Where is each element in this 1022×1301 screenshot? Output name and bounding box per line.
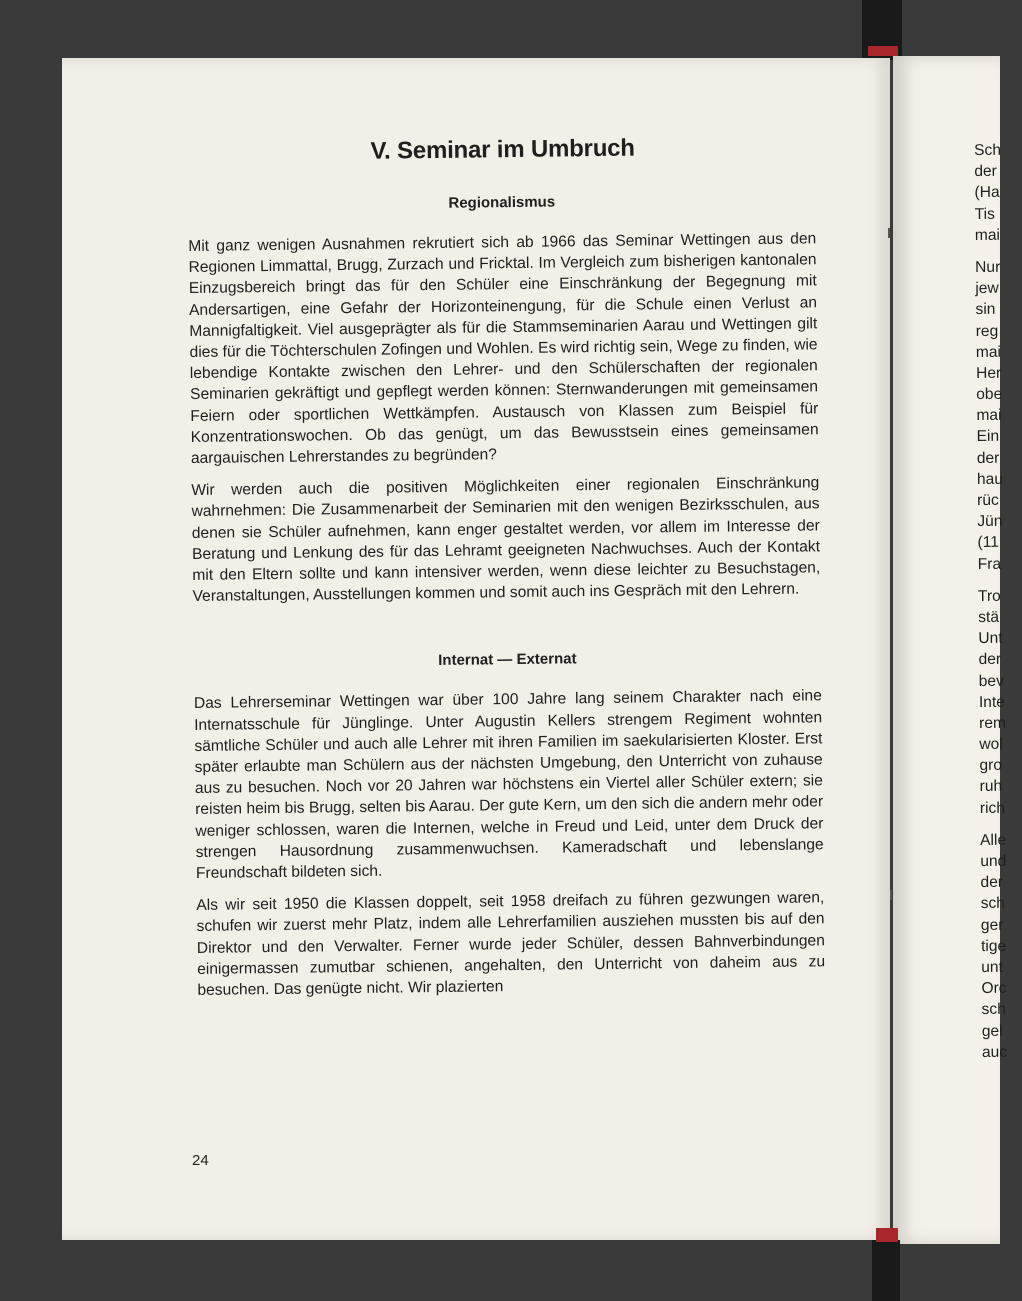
right-page-line-fragment: sch xyxy=(980,895,1006,913)
section-heading-internat-externat: Internat — Externat xyxy=(438,650,577,670)
right-page-line-fragment: sch xyxy=(981,1001,1006,1019)
right-page-line-fragment: reg xyxy=(975,322,999,340)
margin-mark xyxy=(890,890,892,900)
right-page-line-fragment: rich xyxy=(979,799,1006,817)
right-page-line-fragment: Unt xyxy=(978,629,1003,648)
right-page-line-fragment: obe xyxy=(976,385,1003,404)
right-page-line-fragment: unt xyxy=(981,958,1003,976)
margin-mark xyxy=(888,228,890,238)
right-page-line-fragment: der xyxy=(976,449,1000,467)
right-page-line-fragment: (Ha xyxy=(974,184,1000,202)
chapter-title: V. Seminar im Umbruch xyxy=(370,134,635,165)
paragraph: Als wir seit 1950 die Klassen doppelt, seit 1958 dreifach zu führen gezwungen waren, schufen wir zuerst mehr Platz, indem alle Lehrerfamilien ausziehen mussten bis auf den Direktor und den Verwalter. Ferner wurde jeder Schüler, dessen Bahnverbindungen einigermassen zumutbar schienen, angehalten, den Unterricht von daheim aus zu besuchen. Das genügte nicht. Wir plazierten xyxy=(196,889,826,1000)
right-page-line-fragment: der xyxy=(974,162,997,181)
right-page-line-fragment: Tis xyxy=(974,205,995,223)
right-page-line-fragment: ger xyxy=(980,916,1004,934)
right-page-line-fragment: Inte xyxy=(978,693,1005,711)
section-heading-regionalismus: Regionalismus xyxy=(448,193,556,212)
right-page-line-fragment: auc xyxy=(981,1043,1008,1061)
right-page-line-fragment: Jün xyxy=(977,512,1003,531)
right-page-line-fragment: mai xyxy=(976,407,1002,425)
right-page-line-fragment: ruh xyxy=(979,778,1003,796)
right-page-line-fragment: Alle xyxy=(980,831,1007,849)
right-page-line-fragment: rüc xyxy=(977,491,999,509)
bookmark-ribbon-top xyxy=(868,46,898,56)
right-page-line-fragment: Nur xyxy=(975,258,1001,276)
left-page-content xyxy=(187,132,826,1012)
paragraph: Wir werden auch die positiven Möglichkeiten einer regionalen Einschränkung wahrnehmen: Die Zusammenarbeit der Seminarien mit den wenigen Bezirksschulen, aus denen sie Schüler aufnehmen, kann enger gestaltet werden, vor allem im Interesse der Beratung und Lenkung des für das Lehramt geeigneten Nachwuchses. Auch der Kontakt mit den Eltern sollte und kann intensiver werden, wenn diese leichter zu Besuchstagen, Veranstaltungen, Ausstellungen kommen und somit auch ins Gespräch mit den Lehrern. xyxy=(191,474,821,606)
right-page-line-fragment: gel xyxy=(981,1022,1003,1040)
book-spine-bottom xyxy=(872,1240,900,1301)
paragraph: Das Lehrerseminar Wettingen war über 100 Jahre lang seinem Charakter nach eine Internatsschule für Jünglinge. Unter Augustin Kellers strengem Regiment wohnten sämtliche Schüler und auch alle Lehrer mit ihren Familien im saekularisierten Kloster. Erst später erlaubte man Schülern aus der nächsten Umgebung, den Unterricht von zuhause aus zu besuchen. Noch vor 20 Jahren war höchstens ein Viertel aller Schüler extern; sie reisten heim bis Brugg, selten bis Aarau. Der gute Kern, um den sich die andern mehr oder weniger schlossen, waren die Internen, welche in Freud und Leid, unter dem Druck der strengen Hausordnung zusammenwuchsen. Kameradschaft und lebenslange Freundschaft bildeten sich. xyxy=(193,687,824,883)
right-page-line-fragment: jew xyxy=(975,279,999,298)
right-page-line-fragment: gro xyxy=(979,757,1003,775)
right-page-line-fragment: wol xyxy=(979,735,1003,754)
right-page-line-fragment: mai xyxy=(975,343,1002,361)
right-page-line-fragment: Her xyxy=(975,364,1002,382)
paragraph: Mit ganz wenigen Ausnahmen rekrutiert sich ab 1966 das Seminar Wettingen aus den Regionen Limmattal, Brugg, Zurzach und Fricktal. Im Vergleich zum bisherigen kantonalen Einzugsbereich bringt das für den Schüler eine Einschränkung der Begegnung mit Andersartigen, eine Gefahr der Horizonteinengung, für die Schule einen Verlust an Mannigfaltigkeit. Viel ausgeprägter als für die Stammseminarien Aarau und Wettingen gilt dies für die Töchterschulen Zofingen und Wohlen. Es wird richtig sein, Wege zu finden, wie lebendige Kontakte zwischen den Lehrer- und den Schülerschaften der regionalen Seminarien gekräftigt und gepflegt werden können: Sternwanderungen mit gemeinsamen Feiern oder sportlichen Wettkämpfen. Austausch von Klassen zum Beispiel für Konzentrationswochen. Ob das genügt, um das Bewusstsein eines gemeinsamen aargauischen Lehrerstandes zu begründen? xyxy=(188,230,819,468)
right-page-line-fragment: und xyxy=(980,852,1007,870)
right-page-line-fragment: sin xyxy=(975,301,996,319)
right-page-line-fragment: Ein xyxy=(976,428,1000,446)
right-page-line-fragment: bev xyxy=(978,672,1004,690)
page-number: 24 xyxy=(192,1152,209,1169)
right-page-line-fragment: der xyxy=(980,873,1004,892)
right-page-line-fragment: Sch xyxy=(974,141,1002,159)
right-page-line-fragment: der xyxy=(978,651,1002,669)
right-page-line-fragment: mai xyxy=(974,226,1001,244)
right-page-line-fragment: stä xyxy=(978,608,1000,626)
right-page-text-fragments xyxy=(974,140,1022,1063)
right-page-line-fragment: Orc xyxy=(981,979,1007,998)
bookmark-ribbon-bottom xyxy=(876,1228,898,1242)
right-page-line-fragment: Tro xyxy=(977,587,1001,605)
right-page-line-fragment: rem xyxy=(979,714,1007,732)
right-page-line-fragment: Fra xyxy=(977,555,1002,573)
right-page-line-fragment: (11 xyxy=(977,534,999,552)
right-page-line-fragment: tige xyxy=(980,937,1007,955)
right-page-line-fragment: hau xyxy=(976,470,1004,488)
